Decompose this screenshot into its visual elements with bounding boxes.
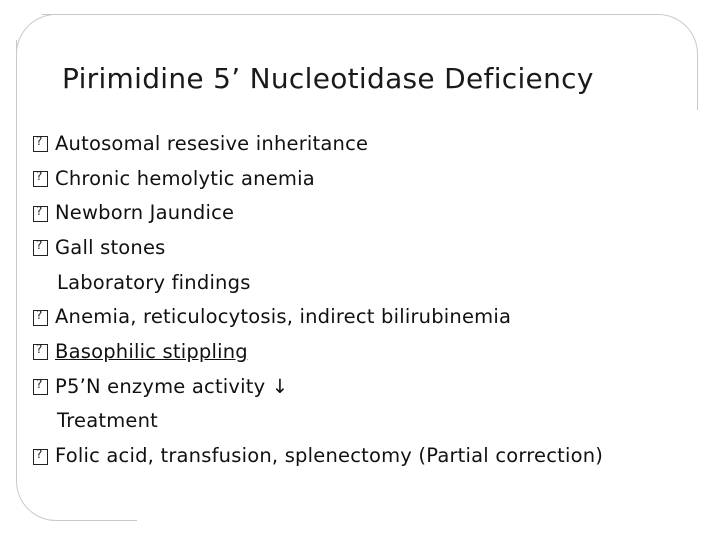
slide-title: Pirimidine 5’ Nucleotidase Deficiency <box>62 62 594 95</box>
list-item <box>33 299 713 334</box>
list-item <box>33 369 713 404</box>
list-item-text: Newborn Jaundice <box>55 201 235 225</box>
list-item <box>33 230 713 265</box>
missing-glyph-box-icon <box>33 379 48 395</box>
missing-glyph-box-icon <box>33 449 48 465</box>
list-item-text: P5’N enzyme activity ↓ <box>55 374 289 398</box>
list-item <box>33 195 713 230</box>
list-item-text: Gall stones <box>55 235 166 259</box>
section-heading-laboratory <box>33 265 713 300</box>
section-heading-treatment <box>33 404 713 439</box>
list-item-text: Anemia, reticulocytosis, indirect bilirubinemia <box>55 305 512 329</box>
section-heading-text: Laboratory findings <box>57 270 251 294</box>
missing-glyph-box-icon <box>33 344 48 360</box>
list-item-text: Chronic hemolytic anemia <box>55 166 315 190</box>
list-item <box>33 161 713 196</box>
list-item <box>33 126 713 161</box>
list-item <box>33 438 713 473</box>
section-heading-text: Treatment <box>57 409 159 433</box>
missing-glyph-box-icon <box>33 136 48 152</box>
missing-glyph-box-icon <box>33 240 48 256</box>
list-item-text: Folic acid, transfusion, splenectomy (Partial correction) <box>55 444 604 468</box>
missing-glyph-box-icon <box>33 206 48 222</box>
slide-content <box>33 126 713 473</box>
missing-glyph-box-icon <box>33 310 48 326</box>
missing-glyph-box-icon <box>33 171 48 187</box>
list-item-text: Autosomal resesive inheritance <box>55 131 369 155</box>
list-item <box>33 334 713 369</box>
list-item-text: Basophilic stippling <box>55 339 248 363</box>
